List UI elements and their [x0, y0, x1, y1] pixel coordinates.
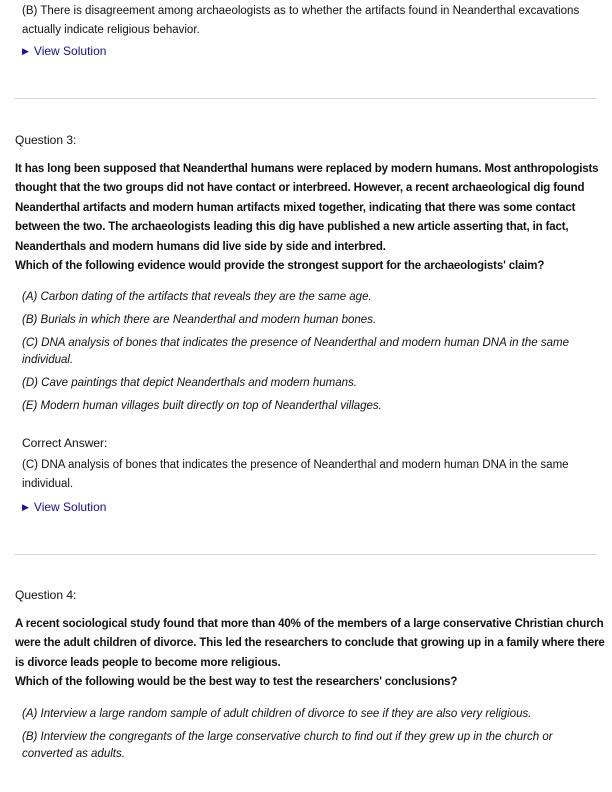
triangle-right-icon: ▶ — [22, 502, 29, 512]
question-4-options — [22, 706, 600, 769]
view-solution-link-q3[interactable] — [22, 499, 106, 515]
correct-answer-label: Correct Answer: — [22, 436, 108, 450]
question-4-heading: Question 4: — [15, 588, 77, 602]
triangle-right-icon: ▶ — [22, 46, 29, 56]
option-a: (A) Interview a large random sample of adult children of divorce to see if they are also very religious. — [22, 708, 532, 720]
correct-answer-text: (C) DNA analysis of bones that indicates the presence of Neanderthal and modern human DNA in the same individual. — [22, 459, 569, 490]
option-d: (D) Cave paintings that depict Neanderthals and modern humans. — [22, 377, 357, 389]
question-3-stem — [15, 160, 605, 276]
view-solution-label: View Solution — [33, 44, 107, 58]
option-b: (B) Burials in which there are Neanderthal and modern human bones. — [22, 314, 377, 326]
question-4-stem — [15, 615, 605, 693]
question-3-options — [22, 289, 600, 421]
option-a: (A) Carbon dating of the artifacts that reveals they are the same age. — [22, 291, 372, 303]
question-3-heading: Question 3: — [15, 133, 77, 147]
question-3-passage: It has long been supposed that Neanderthal humans were replaced by modern humans. Most anthropologists thought that the two groups did not have contact or interbreed. However, a recent archaeological dig found Neanderthal artifacts and modern human artifacts mixed together, indicating that there was some contact between the two. The archaeologists leading this dig have published a new article asserting that, in fact, Neanderthals and modern humans did live side by side and interbred. — [15, 163, 599, 253]
option-c: (C) DNA analysis of bones that indicates the presence of Neanderthal and modern human DNA in the same individual. — [22, 337, 569, 366]
view-solution-label: View Solution — [33, 500, 107, 514]
section-divider — [14, 98, 596, 99]
option-b: (B) Interview the congregants of the large conservative church to find out if they grew up in the church or converted as adults. — [22, 731, 553, 760]
view-solution-link-q2[interactable] — [22, 43, 106, 59]
previous-correct-answer-text: (B) There is disagreement among archaeologists as to whether the artifacts found in Neanderthal excavations actually indicate religious behavior. — [22, 5, 580, 36]
option-e: (E) Modern human villages built directly on top of Neanderthal villages. — [22, 400, 382, 412]
question-4-passage: A recent sociological study found that more than 40% of the members of a large conservative Christian church were the adult children of divorce. This led the researchers to conclude that growing up in a family where there is divorce leads people to become more religious. — [15, 618, 605, 669]
section-divider — [14, 554, 596, 555]
question-4-prompt: Which of the following would be the best way to test the researchers' conclusions? — [15, 676, 458, 689]
question-3-prompt: Which of the following evidence would provide the strongest support for the archaeologists' claim? — [15, 260, 545, 273]
